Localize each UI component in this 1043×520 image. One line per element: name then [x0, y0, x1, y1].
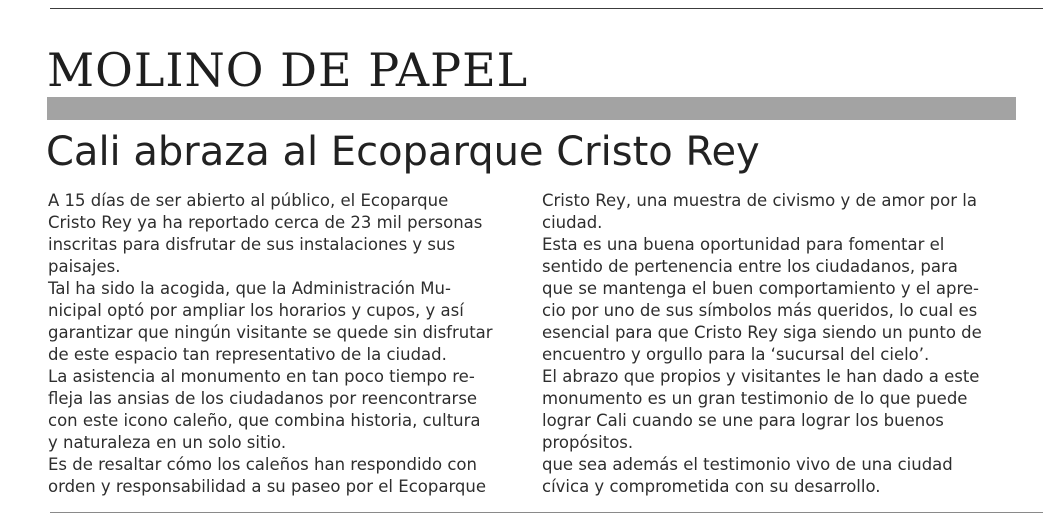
section-title-bar	[47, 97, 1016, 120]
article-headline: Cali abraza al Ecoparque Cristo Rey	[46, 129, 760, 175]
text-line: Cristo Rey, una muestra de civismo y de amor por la	[542, 191, 977, 210]
text-line: propósitos.	[542, 433, 634, 452]
text-line: garantizar que ningún visitante se quede sin disfrutar	[48, 323, 493, 342]
text-line: nicipal optó por ampliar los horarios y cupos, y así	[48, 301, 464, 320]
text-line: La asistencia al monumento en tan poco tiempo re-	[48, 367, 475, 386]
text-line: sentido de pertenencia entre los ciudadanos, para	[542, 257, 958, 276]
text-line: fleja las ansias de los ciudadanos por reencontrarse	[48, 389, 478, 408]
text-line: Tal ha sido la acogida, que la Administración Mu-	[48, 279, 451, 298]
article-column-right	[542, 190, 1017, 498]
section-title: MOLINO DE PAPEL	[47, 43, 529, 97]
text-line: orden y responsabilidad a su paseo por el Ecoparque	[48, 477, 487, 496]
text-line: cio por uno de sus símbolos más queridos, lo cual es	[542, 301, 978, 320]
article-column-left	[48, 190, 518, 498]
text-line: cívica y comprometida con su desarrollo.	[542, 477, 881, 496]
text-line: A 15 días de ser abierto al público, el Ecoparque	[48, 191, 449, 210]
text-line: con este icono caleño, que combina historia, cultura	[48, 411, 481, 430]
text-line: ciudad.	[542, 213, 603, 232]
text-line: y naturaleza en un solo sitio.	[48, 433, 287, 452]
text-line: inscritas para disfrutar de sus instalaciones y sus	[48, 235, 456, 254]
top-divider	[50, 8, 1043, 9]
text-line: El abrazo que propios y visitantes le han dado a este	[542, 367, 980, 386]
bottom-divider	[50, 512, 1043, 513]
text-line: encuentro y orgullo para la ‘sucursal del cielo’.	[542, 345, 930, 364]
text-line: esencial para que Cristo Rey siga siendo un punto de	[542, 323, 982, 342]
text-line: lograr Cali cuando se une para lograr los buenos	[542, 411, 944, 430]
text-line: Es de resaltar cómo los caleños han respondido con	[48, 455, 477, 474]
text-line: Esta es una buena oportunidad para fomentar el	[542, 235, 945, 254]
text-line: monumento es un gran testimonio de lo que puede	[542, 389, 968, 408]
text-line: paisajes.	[48, 257, 121, 276]
text-line: Cristo Rey ya ha reportado cerca de 23 mil personas	[48, 213, 483, 232]
text-line: de este espacio tan representativo de la ciudad.	[48, 345, 447, 364]
text-line: que se mantenga el buen comportamiento y el apre-	[542, 279, 979, 298]
text-line: que sea además el testimonio vivo de una ciudad	[542, 455, 953, 474]
